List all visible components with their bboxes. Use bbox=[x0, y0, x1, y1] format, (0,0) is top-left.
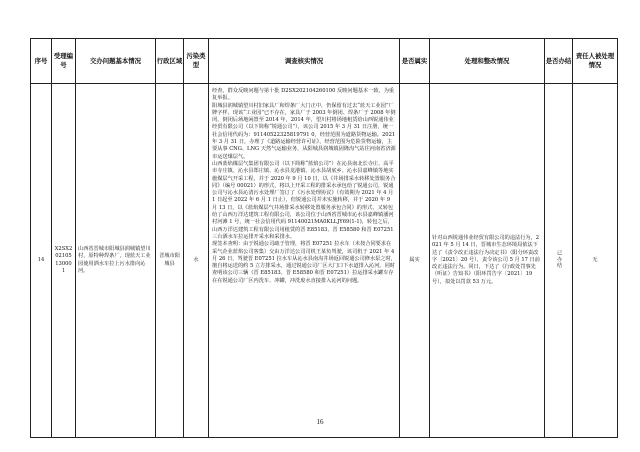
accountability-text: 已办结 bbox=[556, 249, 563, 269]
header-seq: 序号 bbox=[31, 39, 52, 84]
header-complaint: 交办问题基本情况 bbox=[76, 39, 156, 84]
cell-region: 晋城市阳城县 bbox=[156, 84, 184, 438]
investigation-paragraph: 现签本查明：由于锐通公司疏于管理，将晋 E07251 拉水车（未按合同要求在采气企业蓝焰公司客集）交由万洋达公司司机王某负驾驶，该司机于 2021 年 4 月 26 日，驾驶晋 E07251 拉水车从沁水县南沟井场返回锐通公司修水泵之时，擅自将运送的约 5 立方排采水，通过锐通公司厂区大门口下水道排入沁河。同时查明该公司三辆（晋 E85183、晋 E58580 和晋 E07251）拉运排采水罐车存在在锐通公司厂区内洗车、冲罐，冲洗废水直接排入沁河的问题。 bbox=[212, 241, 396, 284]
table-row bbox=[31, 84, 618, 438]
cell-accountability bbox=[545, 84, 573, 438]
investigation-paragraph: 山西蓝焰煤层气集团有限公司（以下简称“蓝焰公司”）在沁县南北长寺庄、高平市寺庄镇、沁水县郑庄镇、沁水县龙港镇、沁水县胡底乡、沁水县嘉峰镇等地实施煤层气开采工程，并于 2020 年 9 月 10 日，以《井场排采水转移处置服务合同》（编号 00021）的形式，将以上开采工程的排采水承包给了锐通公司，锐通公司与沁水县沁清污水处理厂签订了《污水处理协议》（有效期为 2021 年 4 月 1 日起至 2022 年 6 月 1 日止），但锐通公司并未实施转移，并于 2020 年 9 月 13 日，以《蓝焰煤层气井场排采水转移处置服务承包合同》的形式，又转包给了山西万洋达建筑工程有限公司，该公司位于山西省晋城市沁水县嘉峰镇潘河村河滩 1 号，统一社会信用代码 91140021MA0KLLJY69(1-1)，转包之后，山西万洋达建筑工程有限公司用租赁的晋 E85183、晋 E58580 和晋 E07251 三台洒水车拉运排开采水和采排水。 bbox=[212, 160, 396, 240]
cell-complaint: 山西省晋城市阳城县润城镇望川村，原特种焊条厂，现蓝天工业园使用洒水车拉上污水排向沁河。 bbox=[76, 84, 156, 438]
header-handling: 处理和整改情况 bbox=[430, 39, 545, 84]
cell-handling: 针对山西锐通伟业经贸有限公司的违法行为，2021 年 5 月 14 日，晋城市生态环境局依法下达了《责令改正违法行为决定书》（阳分环责改字〔2021〕20 号），责令该公司 5 月 17 日前改正违法行为。同日，下达了《行政处罚事先（听证）告知书》（阳环罚告字〔2021〕19 号），拟处以罚款 53 万元。 bbox=[430, 84, 545, 438]
cell-responsible-person: 无 bbox=[573, 84, 618, 438]
header-verified: 是否属实 bbox=[400, 39, 430, 84]
header-investigation: 调查核实情况 bbox=[209, 39, 400, 84]
inspection-table bbox=[30, 38, 618, 438]
cell-pollution-type: 水 bbox=[184, 84, 209, 438]
header-region: 行政区域 bbox=[156, 39, 184, 84]
header-receipt-no: 受理编号 bbox=[52, 39, 76, 84]
cell-verified: 属实 bbox=[400, 84, 430, 438]
investigation-paragraph: 阳城县润城镇望川村旧家具厂和焊条厂大门正中，仍保留有过去“蓝天工业园”厂牌字样，现该“工业园”已不存在，家具厂于 2003 年倒闭、焊条厂于 2008 年倒闭，倒闭后场地闲置至 2014 年，2014 年，望川村将场地租赁给山西锐通伟业经贸有限公司（以下简称“锐通公司”），该公司 2015 年 3 月 31 日注册，统一社会信用代码为：91140522325819791 0，经营范围为道路货物运输。2021 年 3 月 31 日，办理了《道路运输经营许可证》，经营范围为危险货物运输，主要从事 CNG、LNG 天然气运输业务，从阳城县润城镇固隆沟气站往河南省济源市运送煤层气。 bbox=[212, 102, 396, 160]
cell-investigation bbox=[209, 84, 400, 438]
header-accountability: 是否办结 bbox=[545, 39, 573, 84]
investigation-paragraph: 经查，群众反映问题与第十批 D2SX202104260100 反映问题基本一致，为重复举报。 bbox=[212, 88, 395, 102]
cell-receipt-no: X2SX202105130001 bbox=[52, 84, 76, 438]
header-responsible-person: 责任人被处理情况 bbox=[573, 39, 618, 84]
header-row bbox=[31, 39, 618, 84]
page-number: 16 bbox=[316, 418, 324, 426]
header-pollution-type: 污染类型 bbox=[184, 39, 209, 84]
cell-seq: 14 bbox=[31, 84, 52, 438]
